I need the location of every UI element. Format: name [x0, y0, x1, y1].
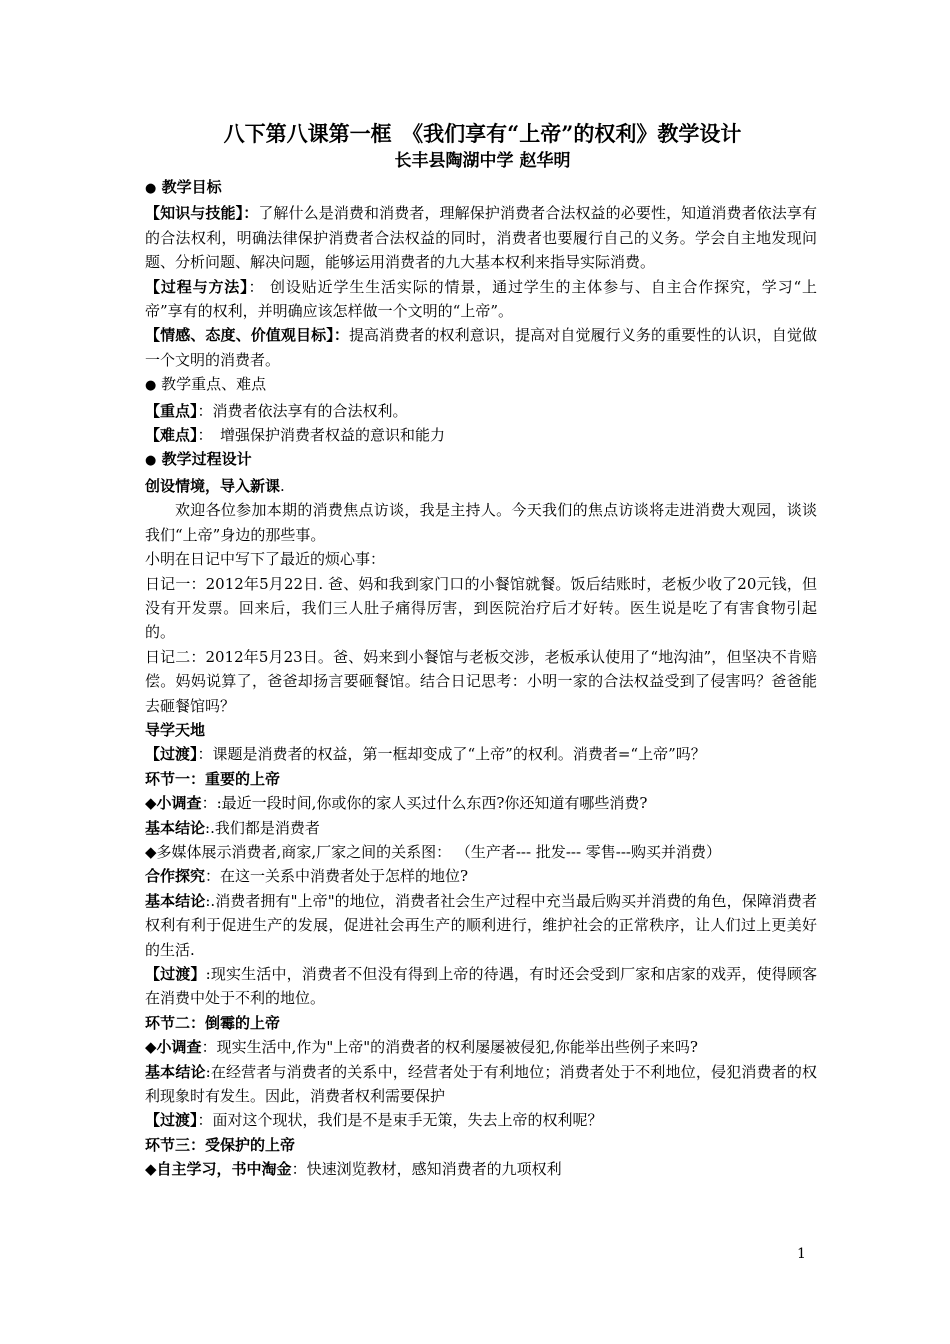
label-transition: 【过渡】	[145, 965, 206, 983]
label-transition: 【过渡】	[145, 745, 198, 764]
paragraph-conclusion-two: 基本结论:.消费者拥有"上帝"的地位，消费者社会生产过程中充当最后购买并消费的角色，保障消费者权利有利于促进生产的发展，促进社会再生产的顺利进行，维护社会的正常秩序，让人们过上更美好的生活.	[145, 891, 817, 959]
label-conclusion: 基本结论	[145, 1062, 206, 1081]
paragraph-emotion-values: 【情感、态度、价值观目标】：提高消费者的权利意识，提高对自觉履行义务的重要性的认识，自觉做一个文明的消费者。	[145, 326, 817, 369]
section-heading-process: ● 教学过程设计	[145, 450, 252, 469]
paragraph-key-point: 【重点】：消费者依法享有的合法权利。	[145, 401, 408, 420]
paragraph-conclusion-one: 基本结论:.我们都是消费者	[145, 818, 320, 837]
paragraph-transition-one: 【过渡】：课题是消费者的权益，第一框却变成了“上帝”的权利。消费者=“上帝”吗？	[145, 745, 706, 764]
paragraph-welcome: 欢迎各位参加本期的消费焦点访谈，我是主持人。今天我们的焦点访谈将走进消费大观园，谈谈我们“上帝”身边的那些事。	[145, 501, 817, 544]
label-process-method: 【过程与方法】	[145, 277, 249, 296]
label-transition: 【过渡】	[145, 1111, 198, 1130]
page-number: 1	[797, 1246, 806, 1262]
circle-bullet-icon: ●	[145, 453, 157, 469]
label-conclusion: 基本结论	[145, 891, 206, 910]
paragraph-survey-two: ◆小调查：现实生活中,作为"上帝"的消费者的权利屡屡被侵犯,你能举出些例子来吗?	[145, 1038, 698, 1057]
paragraph-process-method: 【过程与方法】： 创设贴近学生生活实际的情景，通过学生的主体参与、自主合作探究，学习“上帝”享有的权利，并明确应该怎样做一个文明的“上帝”。	[145, 277, 817, 321]
subheading-intro: 创设情境，导入新课.	[145, 476, 285, 495]
paragraph-knowledge-skills: 【知识与技能】：了解什么是消费和消费者，理解保护消费者合法权益的必要性，知道消费者依法享有的合法权利，明确法律保护消费者合法权益的同时，消费者也要履行自己的义务。学会自主地发现问题、分析问题、解决问题，能够运用消费者的九大基本权利来指导实际消费。	[145, 204, 817, 272]
label-difficult-point: 【难点】	[145, 426, 198, 445]
label-emotion-values: 【情感、态度、价值观目标】	[145, 326, 334, 345]
paragraph-diary-two: 日记二：2012年5月23日。爸、妈来到小餐馆与老板交涉，老板承认使用了“地沟油”，但坚决不肯赔偿。妈妈说算了，爸爸却扬言要砸餐馆。结合日记思考：小明一家的合法权益受到了侵害吗？爸爸能去砸餐馆吗？	[145, 647, 817, 715]
label-conclusion: 基本结论	[145, 818, 206, 837]
paragraph-multimedia: ◆多媒体展示消费者,商家,厂家之间的关系图： （生产者--- 批发--- 零售---购买并消费）	[145, 842, 722, 861]
paragraph-self-study: ◆自主学习，书中淘金：快速浏览教材，感知消费者的九项权利	[145, 1160, 562, 1179]
paragraph-diary-one: 日记一：2012年5月22日. 爸、妈和我到家门口的小餐馆就餐。饭后结账时，老板少收了20元钱，但没有开发票。回来后，我们三人肚子痛得厉害，到医院治疗后才好转。医生说是吃了有害食物引起的。	[145, 574, 817, 642]
paragraph-transition-three: 【过渡】：面对这个现状，我们是不是束手无策，失去上帝的权利呢？	[145, 1111, 603, 1130]
subheading-guided-learning: 导学天地	[145, 720, 206, 739]
label-key-point: 【重点】	[145, 401, 198, 420]
paragraph-transition-two: 【过渡】:现实生活中，消费者不但没有得到上帝的待遇，有时还会受到厂家和店家的戏弄，使得顾客在消费中处于不利的地位。	[145, 965, 817, 1008]
subheading-stage-three: 环节三：受保护的上帝	[145, 1135, 296, 1154]
subheading-stage-two: 环节二：倒霉的上帝	[145, 1013, 281, 1032]
section-heading-objectives: ● 教学目标	[145, 178, 222, 196]
paragraph-diary-intro: 小明在日记中写下了最近的烦心事：	[145, 550, 386, 569]
document-title: 八下第八课第一框 《我们享有“上帝”的权利》教学设计	[223, 121, 742, 146]
diamond-bullet-icon: ◆	[145, 1160, 157, 1179]
paragraph-difficult-point: 【难点】： 增强保护消费者权益的意识和能力	[145, 426, 446, 445]
document-author: 长丰县陶湖中学 赵华明	[394, 151, 571, 171]
paragraph-survey-one: ◆小调查：:最近一段时间,你或你的家人买过什么东西?你还知道有哪些消费?	[145, 794, 648, 813]
paragraph-cooperative-inquiry: 合作探究：在这一关系中消费者处于怎样的地位?	[145, 867, 469, 886]
label-knowledge-skills: 【知识与技能】	[145, 204, 244, 223]
label-cooperative-inquiry: 合作探究	[145, 867, 206, 886]
document-body	[145, 175, 817, 1182]
diamond-bullet-icon: ◆	[145, 794, 157, 813]
section-heading-key-points: ● 教学重点、难点	[145, 375, 267, 394]
subheading-stage-one: 环节一：重要的上帝	[145, 769, 281, 788]
circle-bullet-icon: ●	[145, 378, 157, 394]
circle-bullet-icon: ●	[145, 181, 157, 196]
diamond-bullet-icon: ◆	[145, 1038, 157, 1057]
diamond-bullet-icon: ◆	[145, 842, 157, 861]
paragraph-conclusion-three: 基本结论:在经营者与消费者的关系中，经营者处于有利地位；消费者处于不利地位，侵犯消费者的权利现象时有发生。因此，消费者权利需要保护	[145, 1062, 817, 1106]
